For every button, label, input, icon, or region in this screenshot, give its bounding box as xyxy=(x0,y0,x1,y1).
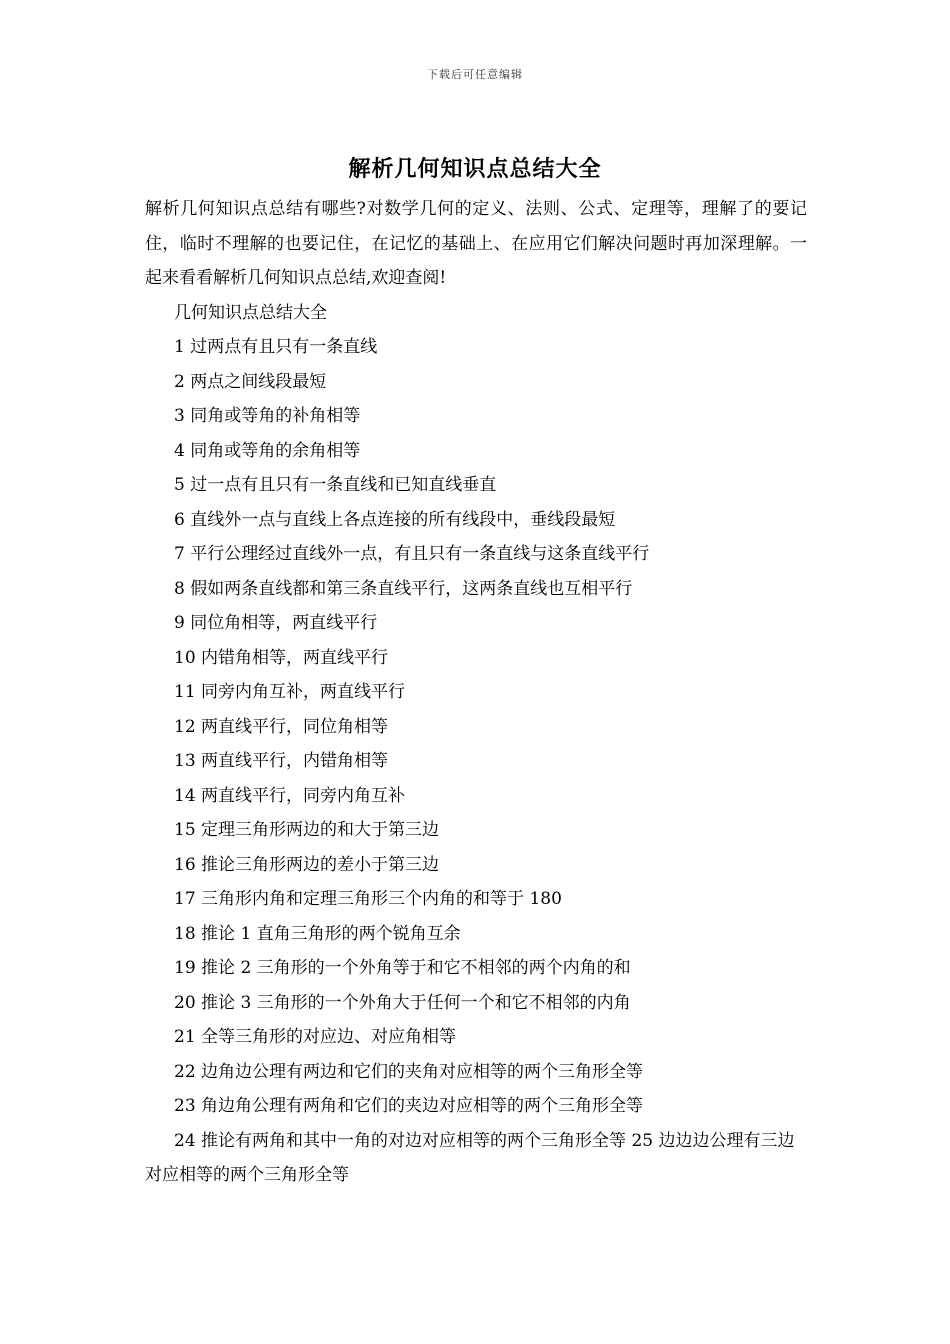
list-item: 23 角边角公理有两角和它们的夹边对应相等的两个三角形全等 xyxy=(174,1096,644,1116)
list-item: 13 两直线平行，内错角相等 xyxy=(174,751,389,771)
list-item: 22 边角边公理有两边和它们的夹角对应相等的两个三角形全等 xyxy=(174,1061,644,1082)
list-item: 2 两点之间线段最短 xyxy=(174,371,327,392)
list-item: 16 推论三角形两边的差小于第三边 xyxy=(174,854,440,875)
header-note: 下载后可任意编辑 xyxy=(427,68,523,81)
list-item: 8 假如两条直线都和第三条直线平行，这两条直线也互相平行 xyxy=(174,578,633,599)
intro-paragraph: 解析几何知识点总结有哪些?对数学几何的定义、法则、公式、定理等，理解了的要记住，临时不理解的也要记住，在记忆的基础上、在应用它们解决问题时再加深理解。一起来看看解析几何知识点总结,欢迎查阅! xyxy=(145,199,807,288)
list-item: 14 两直线平行，同旁内角互补 xyxy=(174,785,406,806)
list-item: 1 过两点有且只有一条直线 xyxy=(174,337,378,357)
list-item: 6 直线外一点与直线上各点连接的所有线段中，垂线段最短 xyxy=(174,509,616,530)
list-item: 10 内错角相等，两直线平行 xyxy=(174,647,389,668)
list-item: 21 全等三角形的对应边、对应角相等 xyxy=(174,1027,457,1047)
list-item: 9 同位角相等，两直线平行 xyxy=(174,613,378,633)
list-item: 11 同旁内角互补，两直线平行 xyxy=(174,682,406,702)
list-item: 18 推论 1 直角三角形的两个锐角互余 xyxy=(174,923,461,944)
list-item: 12 两直线平行，同位角相等 xyxy=(174,716,389,737)
list-item: 24 推论有两角和其中一角的对边对应相等的两个三角形全等 25 边边边公理有三边对应相等的两个三角形全等 xyxy=(145,1130,795,1185)
list-item: 17 三角形内角和定理三角形三个内角的和等于 180 xyxy=(174,889,562,909)
list-item: 19 推论 2 三角形的一个外角等于和它不相邻的两个内角的和 xyxy=(174,958,631,978)
list-item: 5 过一点有且只有一条直线和已知直线垂直 xyxy=(174,475,497,495)
list-item: 7 平行公理经过直线外一点，有且只有一条直线与这条直线平行 xyxy=(174,544,650,564)
section-heading: 几何知识点总结大全 xyxy=(174,302,327,323)
list-item: 4 同角或等角的余角相等 xyxy=(174,440,361,461)
document-title: 解析几何知识点总结大全 xyxy=(348,156,602,182)
document-body xyxy=(145,192,807,1193)
list-item: 20 推论 3 三角形的一个外角大于任何一个和它不相邻的内角 xyxy=(174,992,631,1013)
knowledge-list xyxy=(145,296,807,1193)
list-item: 15 定理三角形两边的和大于第三边 xyxy=(174,820,440,840)
list-item: 3 同角或等角的补角相等 xyxy=(174,406,361,426)
